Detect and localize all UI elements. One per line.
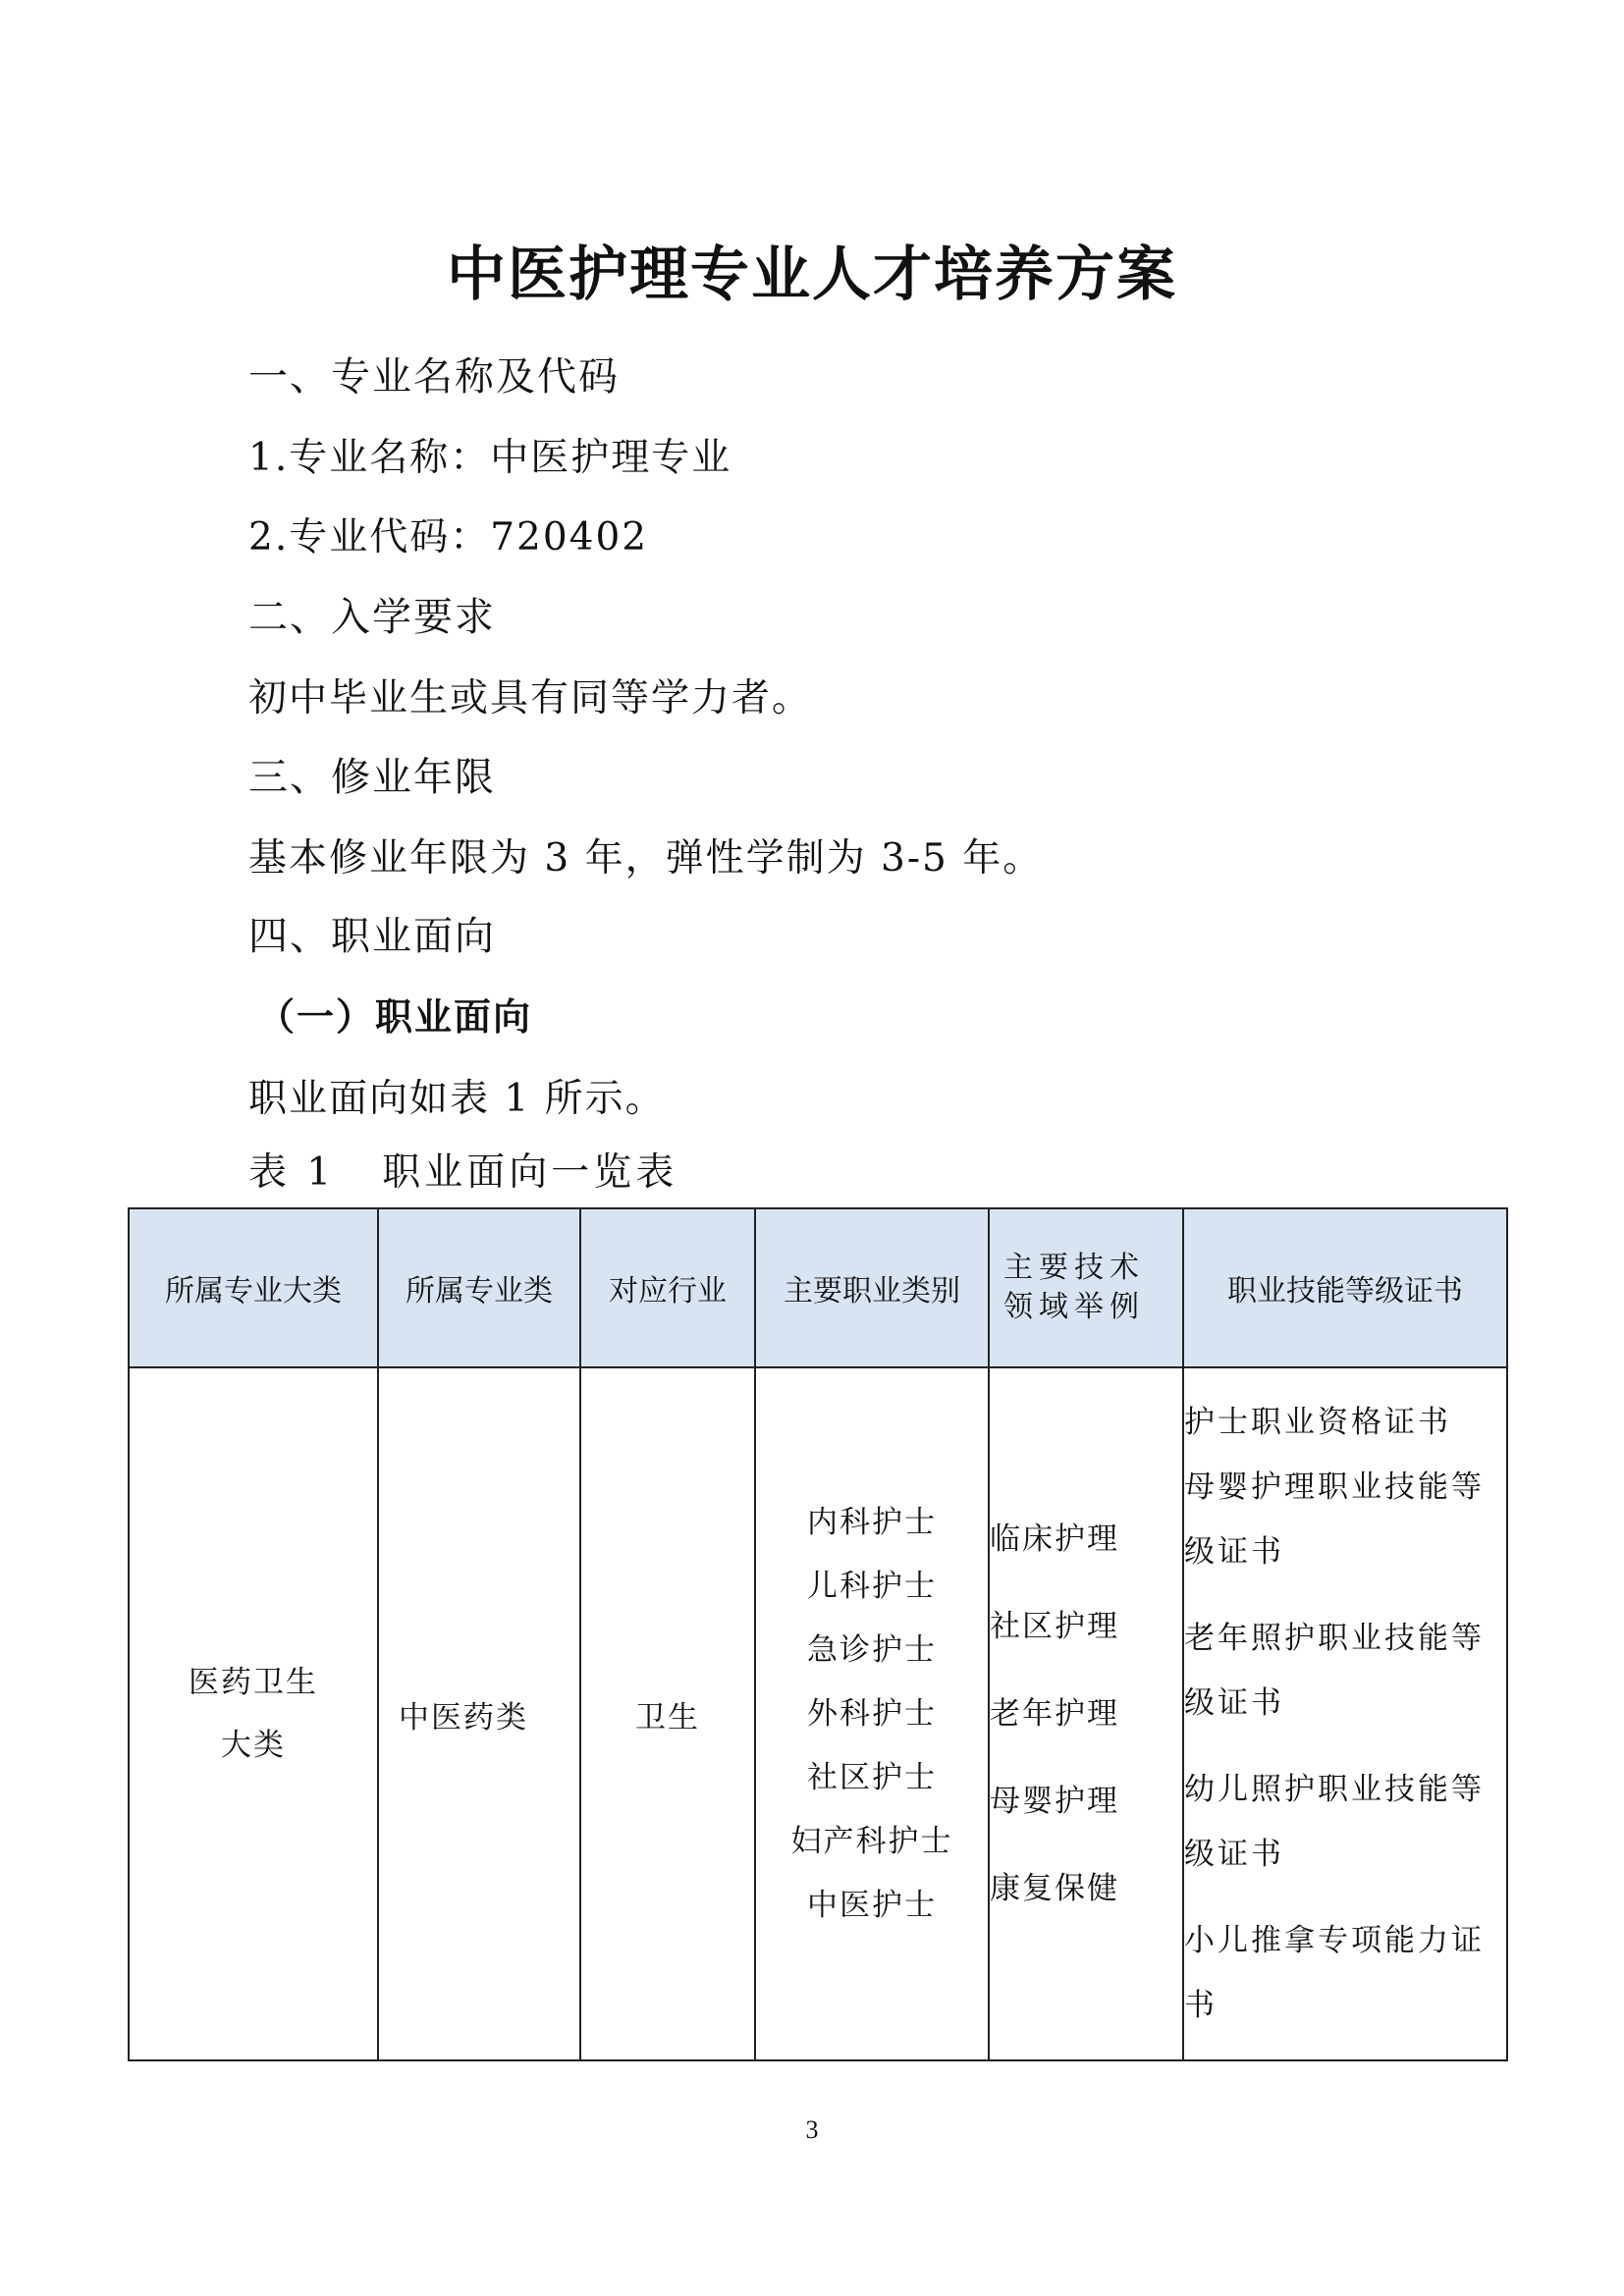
section1-heading: 一、专业名称及代码 (248, 354, 620, 400)
tech-field-item: 康复保健 (990, 1870, 1119, 1906)
section2-heading: 二、入学要求 (248, 595, 496, 640)
header-industry: 对应行业 (580, 1208, 755, 1367)
section3-heading: 三、修业年限 (248, 755, 496, 800)
cell-certificates (1183, 1367, 1507, 2060)
occupation-item: 妇产科护士 (790, 1823, 953, 1859)
tech-field-item: 老年护理 (990, 1695, 1119, 1732)
tech-field-item: 临床护理 (990, 1521, 1119, 1557)
occupation-item: 急诊护士 (807, 1631, 937, 1668)
occupation-item: 内科护士 (807, 1504, 937, 1540)
cell-industry: 卫生 (580, 1367, 755, 2060)
section4-heading: 四、职业面向 (248, 914, 496, 959)
cell-occupations (755, 1367, 989, 2060)
certificate-item: 母婴护理职业技能等级证书 (1184, 1469, 1485, 1570)
duration-text: 基本修业年限为 3 年，弹性学制为 3-5 年。 (248, 836, 1044, 881)
table-header-row (129, 1208, 1507, 1367)
certificate-item: 老年照护职业技能等级证书 (1184, 1621, 1485, 1721)
table-caption-title: 职业面向一览表 (382, 1150, 678, 1195)
admission-text: 初中毕业生或具有同等学力者。 (248, 676, 813, 721)
subsection-text: 职业面向如表 1 所示。 (248, 1077, 666, 1121)
occupation-item: 外科护士 (807, 1695, 937, 1732)
table-row (129, 1367, 1507, 2060)
certificate-item: 幼儿照护职业技能等级证书 (1184, 1772, 1485, 1872)
header-occupations: 主要职业类别 (755, 1208, 989, 1367)
table-caption-number: 表 1 (248, 1150, 336, 1195)
header-major-class: 所属专业类 (378, 1208, 580, 1367)
tech-field-item: 社区护理 (990, 1608, 1119, 1644)
cell-major-class: 中医药类 (378, 1367, 580, 2060)
cell-major-category (129, 1367, 378, 2060)
major-category-line: 大类 (221, 1728, 286, 1763)
major-name-line: 1.专业名称：中医护理专业 (248, 436, 732, 480)
occupation-table (128, 1207, 1508, 2061)
occupation-item: 社区护士 (807, 1759, 937, 1795)
subsection-heading: （一）职业面向 (257, 995, 533, 1039)
major-category-line: 医药卫生 (189, 1665, 318, 1700)
occupation-item: 儿科护士 (807, 1568, 937, 1604)
occupation-item: 中医护士 (807, 1887, 937, 1923)
cell-tech-fields (989, 1367, 1183, 2060)
page-number: 3 (805, 2115, 819, 2144)
header-tech-fields: 主要技术领域举例 (989, 1208, 1183, 1367)
certificate-item: 护士职业资格证书 (1184, 1405, 1451, 1440)
certificate-item: 小儿推拿专项能力证书 (1184, 1923, 1485, 2023)
header-certificates: 职业技能等级证书 (1183, 1208, 1507, 1367)
header-major-category: 所属专业大类 (129, 1208, 378, 1367)
table-caption (248, 1142, 677, 1197)
page-title: 中医护理专业人才培养方案 (447, 240, 1177, 309)
tech-field-item: 母婴护理 (990, 1783, 1119, 1819)
major-code-line: 2.专业代码：720402 (248, 515, 649, 560)
